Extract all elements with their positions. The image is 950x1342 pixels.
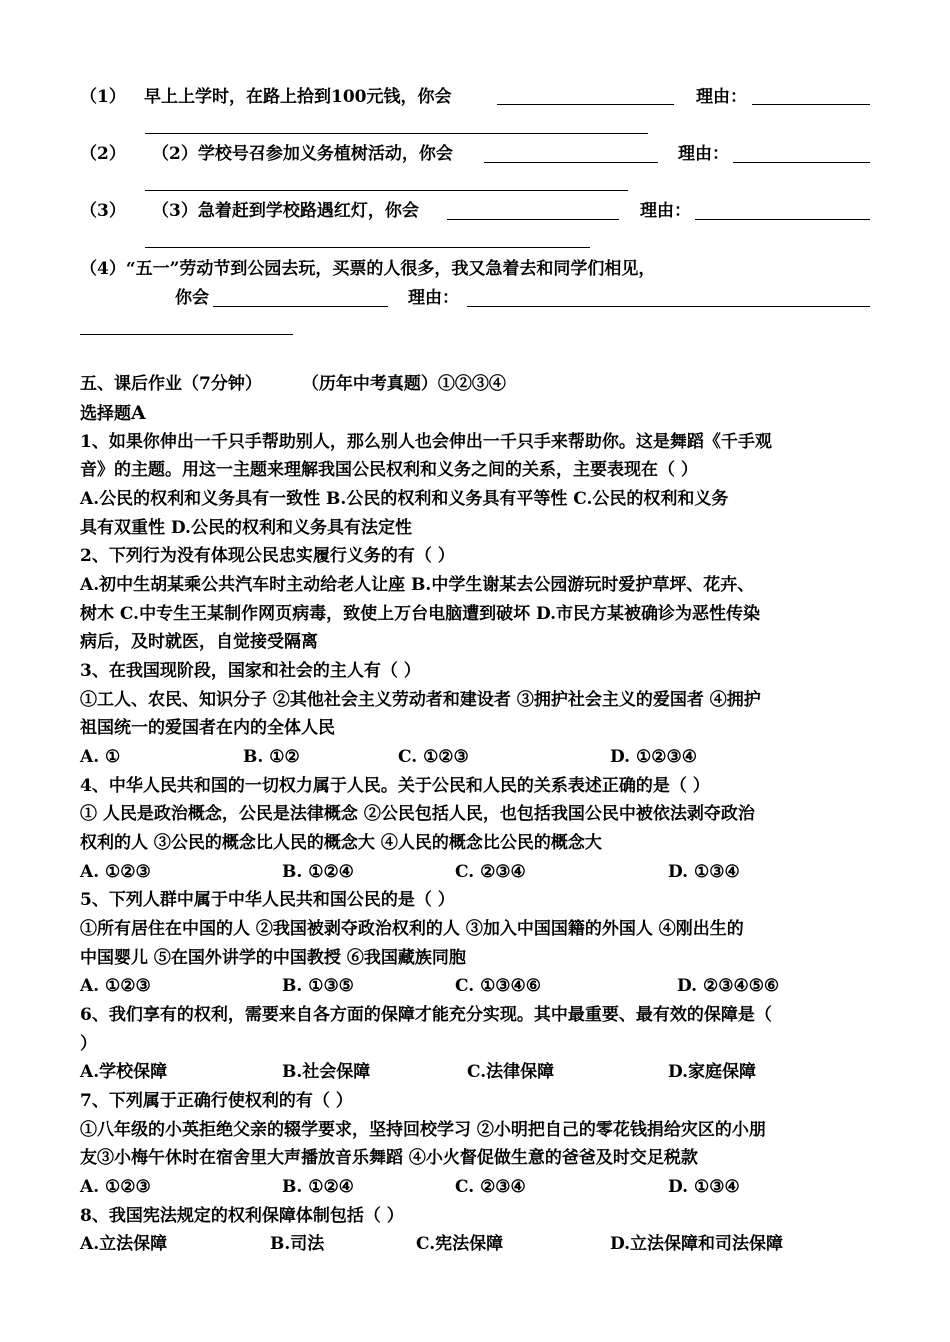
option-c[interactable]: C. ①③④⑥ (455, 976, 542, 996)
answer-blank-1[interactable] (497, 104, 674, 105)
reason-label-4: 理由： (408, 288, 459, 308)
question-1-line-4: 具有双重性 D.公民的权利和义务具有法定性 (80, 518, 412, 538)
option-a[interactable]: A. ① (80, 747, 121, 767)
homework-heading (80, 370, 880, 399)
option-d[interactable]: D. ①②③④ (610, 747, 697, 767)
question-2-line-4: 病后，及时就医，自觉接受隔离 (80, 632, 318, 652)
question-4-line-1: 4、中华人民共和国的一切权力属于人民。关于公民和人民的关系表述正确的是（ ） (80, 776, 710, 796)
item-text: 早上上学时，在路上拾到100元钱，你会 (144, 87, 452, 107)
reason-blank-2b[interactable] (145, 190, 628, 191)
question-8-line-1: 8、我国宪法规定的权利保障体制包括（ ） (80, 1206, 404, 1226)
question-type-suffix: A (131, 402, 146, 424)
reason-label-2: 理由： (678, 144, 729, 164)
reason-blank-1a[interactable] (752, 104, 870, 105)
item-text: （3）急着赶到学校路遇红灯，你会 (152, 201, 419, 221)
answer-blank-4[interactable] (213, 306, 388, 307)
option-d[interactable]: D.立法保障和司法保障 (610, 1234, 784, 1254)
item-number: （2） (80, 144, 126, 164)
option-a[interactable]: A. ①②③ (80, 862, 151, 882)
fill-item-4 (80, 255, 880, 284)
question-type-label: 选择题 (80, 404, 131, 424)
reason-blank-2a[interactable] (733, 162, 870, 163)
question-2-line-3: 树木 C.中专生王某制作网页病毒，致使上万台电脑遭到破坏 D.市民方某被确诊为恶性传染 (80, 604, 761, 624)
option-d[interactable]: D. ①③④ (668, 1177, 740, 1197)
reason-label-1: 理由： (696, 87, 747, 107)
question-3-line-1: 3、在我国现阶段，国家和社会的主人有（ ） (80, 661, 421, 681)
question-2-line-1: 2、下列行为没有体现公民忠实履行义务的有（ ） (80, 546, 455, 566)
option-b[interactable]: B. ①③⑤ (282, 976, 354, 996)
item-number: （3） (80, 201, 126, 221)
item-text: “五一”劳动节到公园去玩，买票的人很多，我又急着去和同学们相见， (125, 259, 656, 279)
fill-item-3 (80, 197, 880, 226)
option-a[interactable]: A.学校保障 (80, 1062, 168, 1082)
question-5-line-3: 中国婴儿 ⑤在国外讲学的中国教授 ⑥我国藏族同胞 (80, 948, 466, 968)
option-d[interactable]: D. ②③④⑤⑥ (677, 976, 780, 996)
question-4-line-3: 权利的人 ③公民的概念比人民的概念大 ④人民的概念比公民的概念大 (80, 833, 602, 853)
reason-blank-4a[interactable] (467, 306, 870, 307)
question-7-line-3: 友③小梅午休时在宿舍里大声播放音乐舞蹈 ④小火督促做生意的爸爸及时交足税款 (80, 1148, 698, 1168)
homework-source: （历年中考真题）①②③④ (301, 374, 506, 394)
answer-blank-2[interactable] (484, 162, 658, 163)
reason-blank-3a[interactable] (695, 219, 870, 220)
option-b[interactable]: B.社会保障 (282, 1062, 371, 1082)
answer-label-4: 你会 (175, 288, 209, 308)
question-5-line-1: 5、下列人群中属于中华人民共和国公民的是（ ） (80, 890, 455, 910)
option-a[interactable]: A. ①②③ (80, 976, 151, 996)
reason-label-3: 理由： (640, 201, 691, 221)
fill-item-2 (80, 140, 880, 169)
question-7-line-2: ①八年级的小英拒绝父亲的辍学要求，坚持回校学习 ②小明把自己的零花钱捐给灾区的小朋 (80, 1120, 766, 1140)
fill-item-1 (80, 83, 880, 112)
reason-blank-4b[interactable] (80, 334, 293, 335)
option-c[interactable]: C.宪法保障 (416, 1234, 504, 1254)
item-number: （4） (80, 259, 126, 279)
option-c[interactable]: C. ①②③ (398, 747, 469, 767)
question-1-line-3: A.公民的权利和义务具有一致性 B.公民的权利和义务具有平等性 C.公民的权利和义务 (80, 489, 729, 509)
option-d[interactable]: D.家庭保障 (668, 1062, 757, 1082)
option-a[interactable]: A. ①②③ (80, 1177, 151, 1197)
question-5-line-2: ①所有居住在中国的人 ②我国被剥夺政治权利的人 ③加入中国国籍的外国人 ④刚出生的 (80, 919, 744, 939)
option-b[interactable]: B. ①②④ (282, 862, 354, 882)
option-c[interactable]: C. ②③④ (455, 862, 526, 882)
option-c[interactable]: C.法律保障 (467, 1062, 555, 1082)
question-1-line-2: 音》的主题。用这一主题来理解我国公民权利和义务之间的关系，主要表现在（ ） (80, 460, 698, 480)
option-a[interactable]: A.立法保障 (80, 1234, 168, 1254)
question-6-line-2: ） (80, 1034, 97, 1054)
question-2-line-2: A.初中生胡某乘公共汽车时主动给老人让座 B.中学生谢某去公园游玩时爱护草坪、花卉、 (80, 575, 755, 595)
answer-blank-3[interactable] (447, 219, 619, 220)
reason-blank-3b[interactable] (145, 247, 590, 248)
question-4-line-2: ① 人民是政治概念，公民是法律概念 ②公民包括人民，也包括我国公民中被依法剥夺政治 (80, 804, 755, 824)
question-type (80, 399, 880, 429)
option-d[interactable]: D. ①③④ (668, 862, 740, 882)
item-text: （2）学校号召参加义务植树活动，你会 (152, 144, 453, 164)
question-1-line-1: 1、如果你伸出一千只手帮助别人，那么别人也会伸出一千只手来帮助你。这是舞蹈《千手观 (80, 432, 772, 452)
option-b[interactable]: B. ①② (243, 747, 300, 767)
option-c[interactable]: C. ②③④ (455, 1177, 526, 1197)
option-b[interactable]: B. ①②④ (282, 1177, 354, 1197)
reason-blank-1b[interactable] (145, 133, 648, 134)
item-number: （1） (80, 87, 126, 107)
question-6-line-1: 6、我们享有的权利，需要来自各方面的保障才能充分实现。其中最重要、最有效的保障是（ (80, 1005, 772, 1025)
question-3-line-3: 祖国统一的爱国者在内的全体人民 (80, 718, 335, 738)
option-b[interactable]: B.司法 (270, 1234, 325, 1254)
question-7-line-1: 7、下列属于正确行使权利的有（ ） (80, 1091, 353, 1111)
question-3-line-2: ①工人、农民、知识分子 ②其他社会主义劳动者和建设者 ③拥护社会主义的爱国者 ④拥护 (80, 690, 761, 710)
homework-title: 五、课后作业（7分钟） (80, 374, 262, 394)
